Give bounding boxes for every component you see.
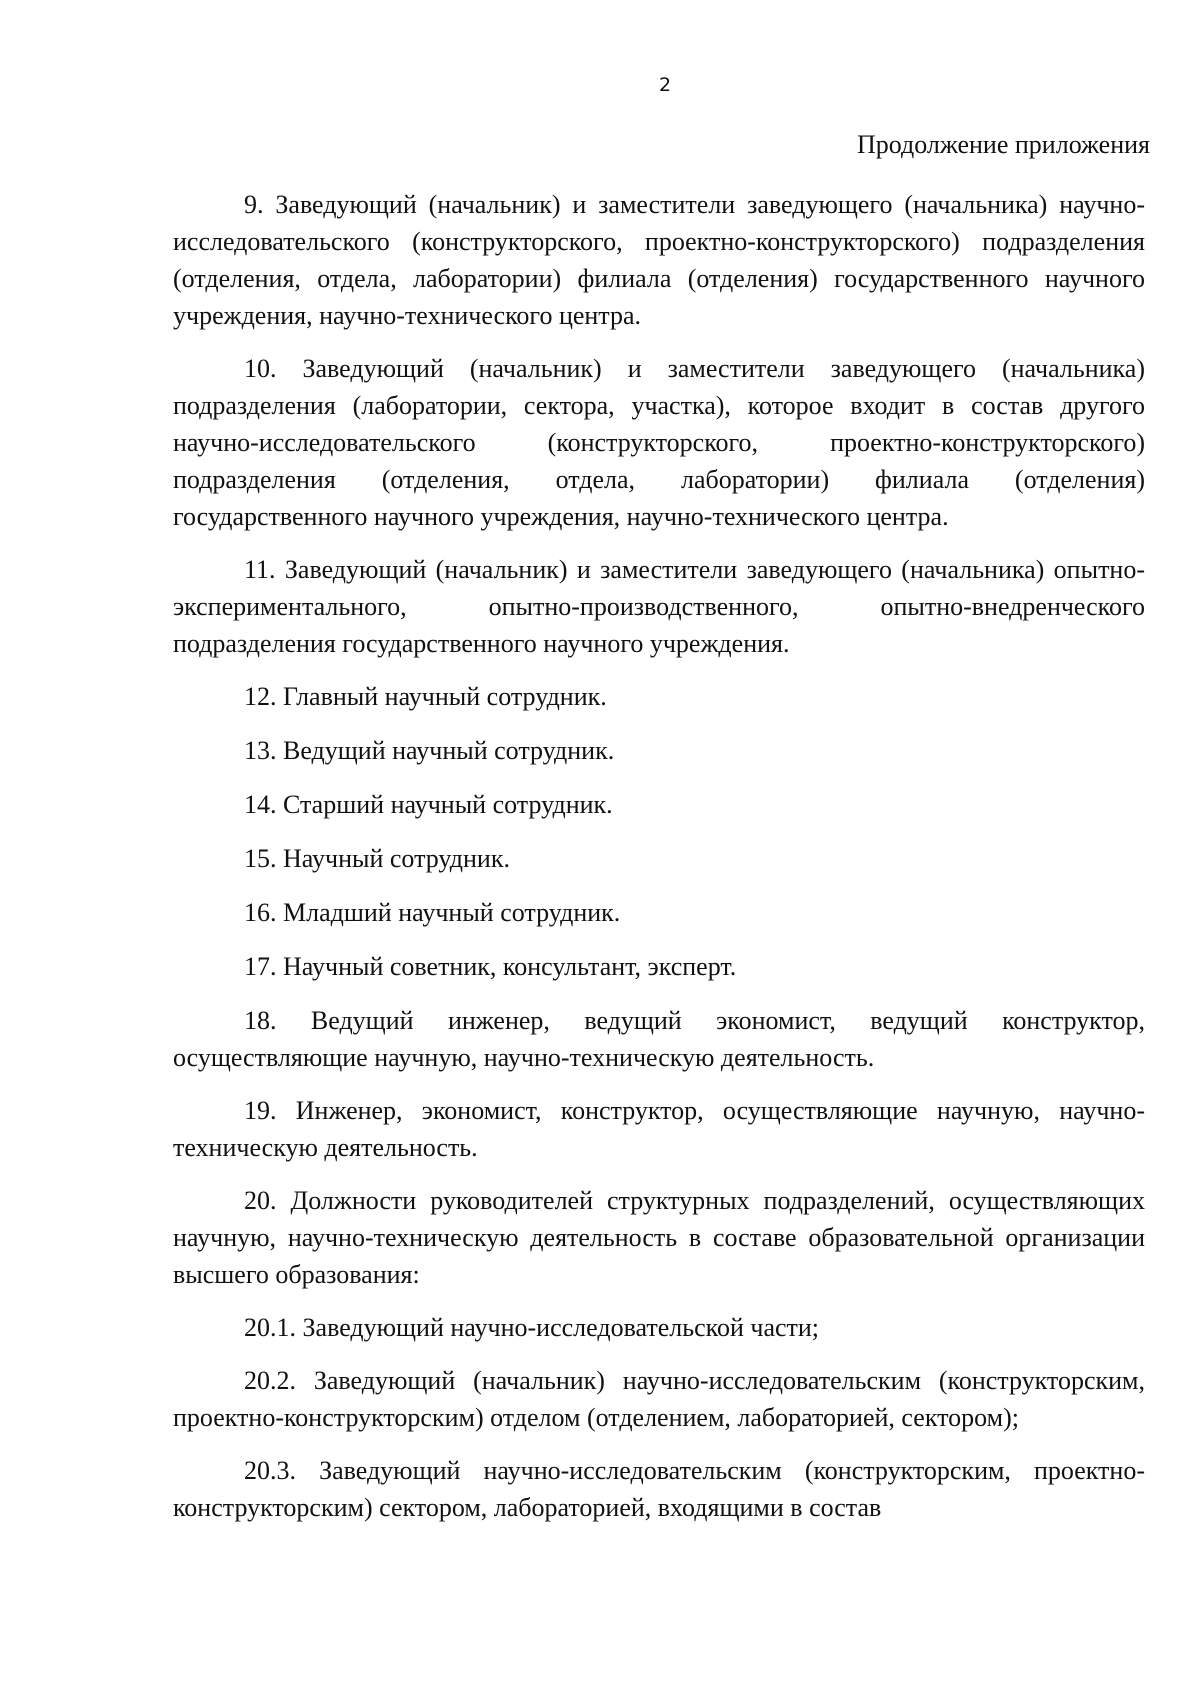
paragraph-item-20-3: 20.3. Заведующий научно-исследовательским (конструкторским, проектно-конструкторским) сектором, лабораторией, входящими в состав [173, 1456, 1145, 1522]
paragraph-item-15: 15. Научный сотрудник. [244, 844, 510, 873]
paragraph-item-12: 12. Главный научный сотрудник. [244, 682, 607, 711]
paragraph-item-9: 9. Заведующий (начальник) и заместители заведующего (начальника) научно-исследовательского (конструкторского, проектно-конструкторского) подразделения (отделения, отдела, лаборатории) филиала (отделения) государственного научного учреждения, научно-технического центра. [173, 190, 1145, 330]
paragraph-item-20: 20. Должности руководителей структурных подразделений, осуществляющих научную, научно-техническую деятельность в составе образовательной организации высшего образования: [173, 1186, 1145, 1289]
document-body [173, 186, 1145, 1542]
paragraph-item-17: 17. Научный советник, консультант, эксперт. [244, 952, 737, 981]
appendix-continuation-label: Продолжение приложения [856, 130, 1150, 159]
paragraph-item-19: 19. Инженер, экономист, конструктор, осуществляющие научную, научно-техническую деятельность. [173, 1096, 1145, 1162]
paragraph-item-18: 18. Ведущий инженер, ведущий экономист, ведущий конструктор, осуществляющие научную, научно-техническую деятельность. [173, 1006, 1145, 1072]
paragraph-item-20-1: 20.1. Заведующий научно-исследовательской части; [244, 1313, 820, 1342]
paragraph-item-13: 13. Ведущий научный сотрудник. [244, 736, 615, 765]
page-number: 2 [658, 74, 672, 96]
paragraph-item-16: 16. Младший научный сотрудник. [244, 898, 621, 927]
paragraph-item-10: 10. Заведующий (начальник) и заместители заведующего (начальника) подразделения (лаборатории, сектора, участка), которое входит в состав другого научно-исследовательского (конструкторского, проектно-конструкторского) подразделения (отделения, отдела, лаборатории) филиала (отделения) государственного научного учреждения, научно-технического центра. [173, 354, 1145, 531]
paragraph-item-11: 11. Заведующий (начальник) и заместители заведующего (начальника) опытно-экспериментального, опытно-производственного, опытно-внедренческого подразделения государственного научного учреждения. [173, 555, 1145, 658]
paragraph-item-14: 14. Старший научный сотрудник. [244, 790, 613, 819]
paragraph-item-20-2: 20.2. Заведующий (начальник) научно-исследовательским (конструкторским, проектно-конструкторским) отделом (отделением, лабораторией, сектором); [173, 1366, 1145, 1432]
